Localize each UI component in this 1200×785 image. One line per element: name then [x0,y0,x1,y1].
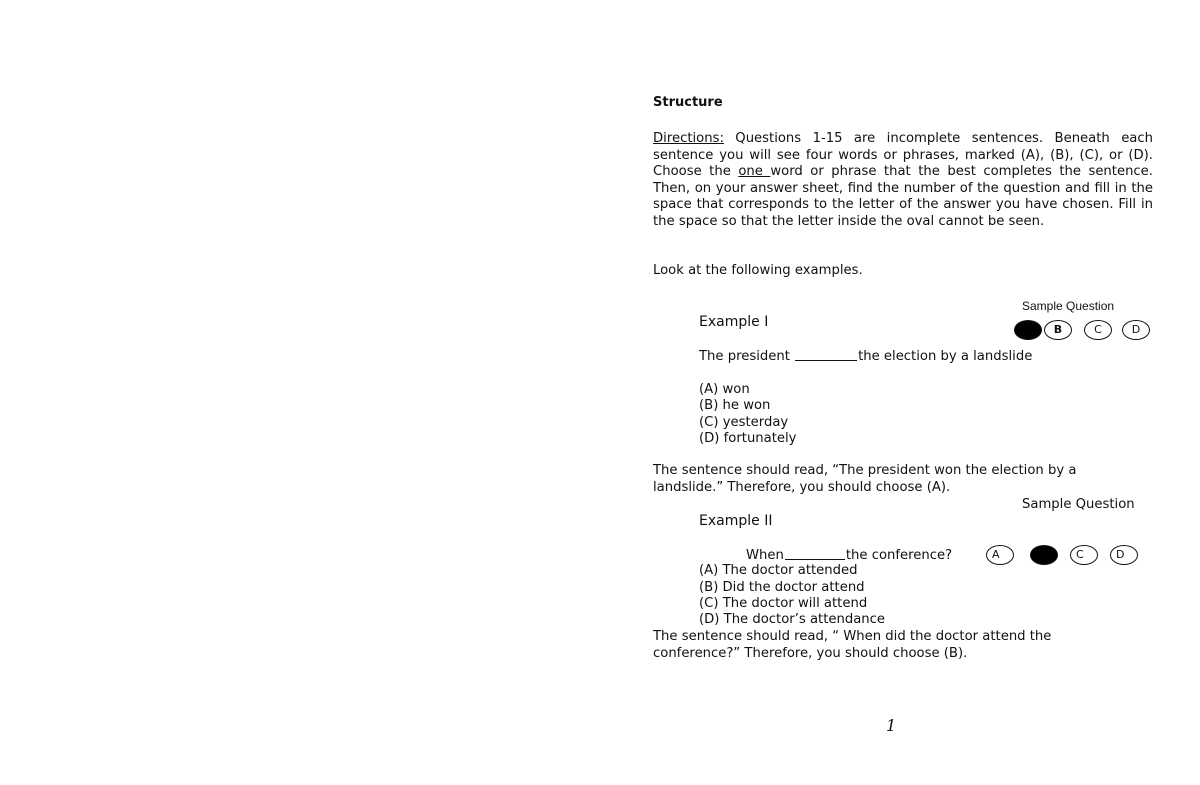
directions-paragraph [653,131,1153,230]
example1-sentence-start: The president [699,349,795,364]
example2-sentence [746,547,952,563]
example1-sentence [699,348,1032,364]
example1-oval-c: C [1084,320,1112,340]
example2-oval-c: C [1070,545,1098,565]
section-heading: Structure [653,95,723,110]
example1-option-b: (B) he won [699,398,771,413]
example2-oval-a: A [986,545,1014,565]
directions-text-before: Questions 1-15 are incomplete sentences. Beneath each sentence you will see four words or phrases, marked (A), (B), (C), or (D). Choose the [653,131,1153,179]
example2-sample-label: Sample Question [1022,497,1135,512]
example1-oval-d: D [1122,320,1150,340]
example2-sentence-start: When [746,548,784,563]
example1-explanation: The sentence should read, “The president won the election by a landslide.” Therefore, you should choose (A). [653,463,1077,495]
example1-option-d: (D) fortunately [699,431,797,446]
example1-oval-b: B [1044,320,1072,340]
example2-oval-b [1030,545,1058,565]
look-instruction: Look at the following examples. [653,263,863,278]
example2-option-a: (A) The doctor attended [699,563,858,578]
page-number: 1 [886,716,897,735]
directions-emphasis: one [738,164,771,179]
example1-blank [795,348,857,361]
directions-label: Directions: [653,131,724,146]
example2-explanation: The sentence should read, “ When did the doctor attend the conference?” Therefore, you should choose (B). [653,629,1052,661]
example2-title: Example II [699,513,773,529]
example2-option-c: (C) The doctor will attend [699,596,868,611]
example2-oval-d: D [1110,545,1138,565]
example1-oval-a [1014,320,1042,340]
example1-sample-label: Sample Question [1022,299,1115,313]
example1-title: Example I [699,314,769,330]
example1-sentence-end: the election by a landslide [858,349,1033,364]
example1-option-a: (A) won [699,382,750,397]
example1-option-c: (C) yesterday [699,415,789,430]
example2-option-d: (D) The doctor’s attendance [699,612,886,627]
example2-option-b: (B) Did the doctor attend [699,580,865,595]
directions-text-after: word or phrase that the best completes the sentence. Then, on your answer sheet, find the number of the question and fill in the space that corresponds to the letter of the answer you have chosen. Fill in the space so that the letter inside the oval cannot be seen. [653,164,1153,229]
example2-sentence-end: the conference? [845,548,953,563]
example2-blank [785,547,845,560]
